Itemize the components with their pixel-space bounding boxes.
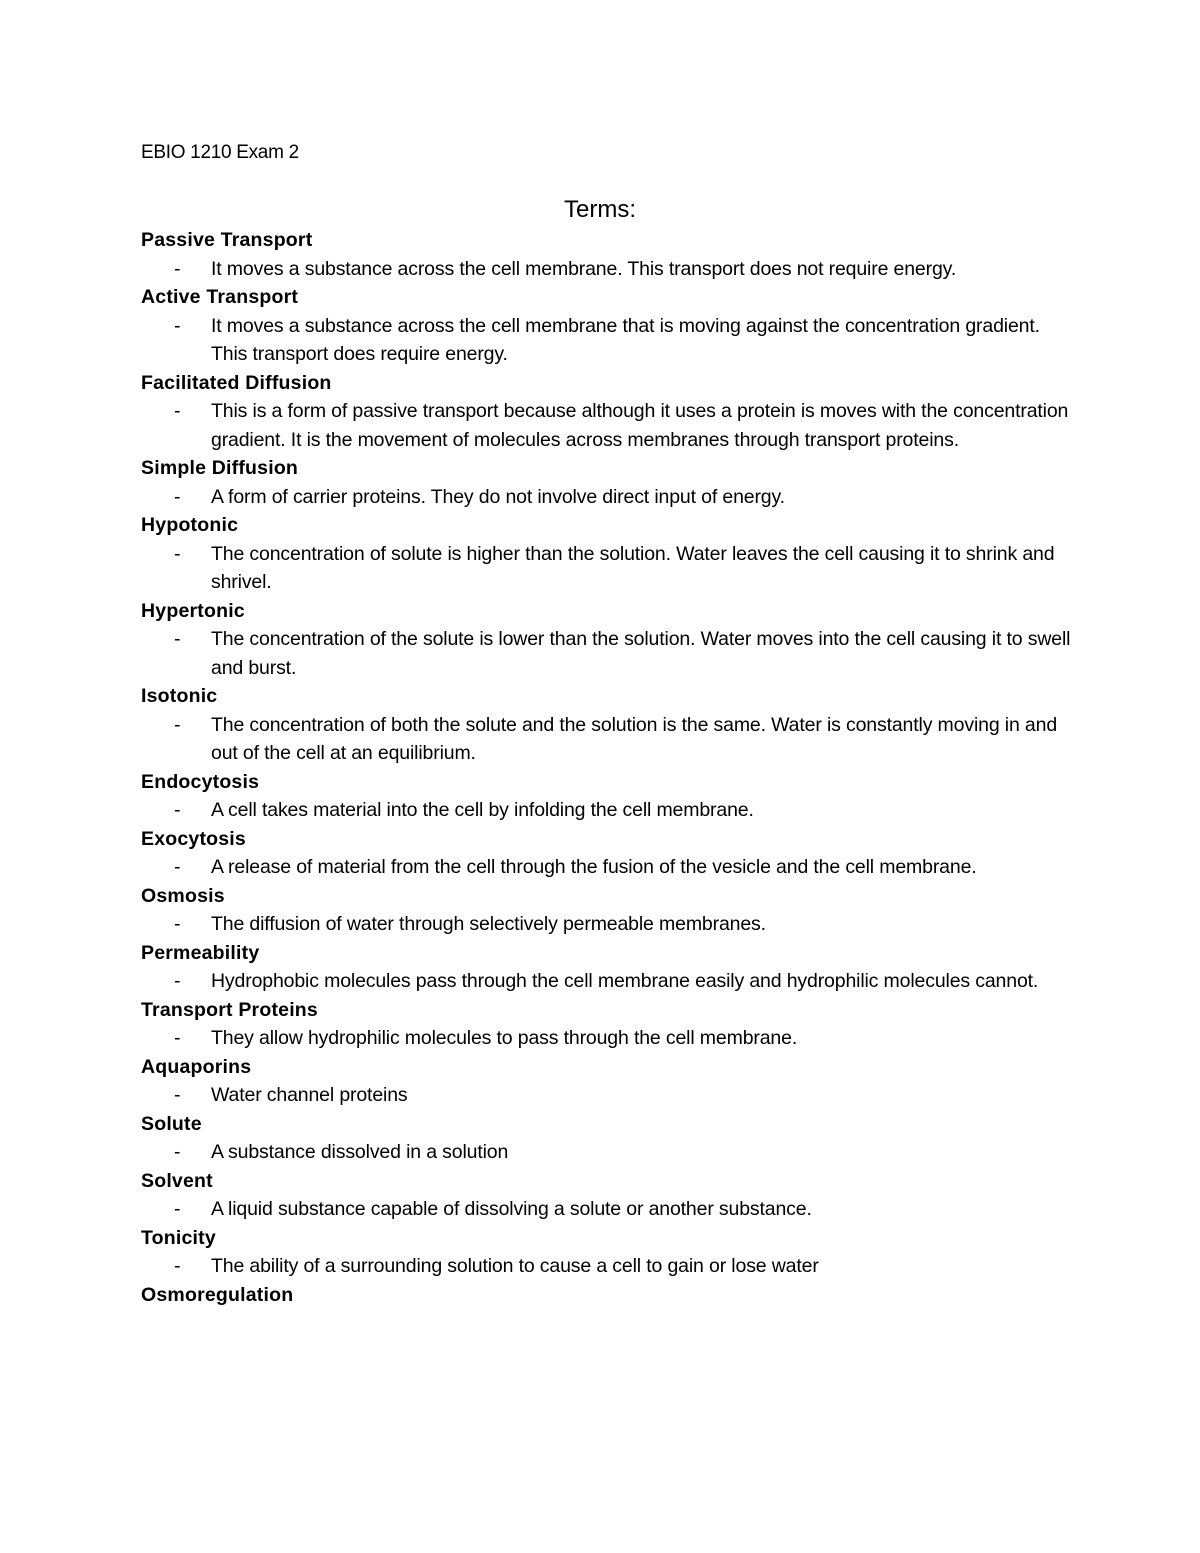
term-definition-text: The concentration of solute is higher than the solution. Water leaves the cell causing it to shrink and shrivel. [211,542,1055,593]
document-title: EBIO 1210 Exam 2 [141,142,299,163]
term-name: Aquaporins [141,1055,252,1078]
term-definition [141,1024,1071,1053]
term-definition [141,796,1071,825]
term-definition-text: This is a form of passive transport because although it uses a protein is moves with the concentration gradient. It is the movement of molecules across membranes through transport proteins. [211,400,1069,451]
bullet-dash: - [174,913,181,935]
term-definition-text: The ability of a surrounding solution to cause a cell to gain or lose water [211,1255,819,1277]
term-entry [141,511,1071,597]
bullet-dash: - [174,1084,181,1106]
term-definition-text: A substance dissolved in a solution [211,1141,509,1163]
term-name: Solute [141,1112,202,1135]
term-definition [141,1195,1071,1224]
term-entry [141,682,1071,768]
bullet-dash: - [174,1255,181,1277]
term-entry [141,1167,1071,1224]
term-definition-text: The concentration of the solute is lower than the solution. Water moves into the cell causing it to swell and burst. [211,628,1071,679]
bullet-dash: - [174,713,181,736]
term-name: Tonicity [141,1226,216,1249]
term-definition-text: They allow hydrophilic molecules to pass through the cell membrane. [211,1027,798,1049]
bullet-dash: - [174,970,181,992]
term-definition-text: Water channel proteins [211,1084,408,1106]
term-name: Osmoregulation [141,1283,294,1306]
term-definition [141,967,1071,996]
term-name: Transport Proteins [141,998,318,1021]
bullet-dash: - [174,799,181,821]
term-definition-text: A cell takes material into the cell by infolding the cell membrane. [211,799,754,821]
term-name: Facilitated Diffusion [141,371,332,394]
term-definition-text: A liquid substance capable of dissolving a solute or another substance. [211,1198,812,1220]
term-definition-text: It moves a substance across the cell membrane that is moving against the concentration gradient. This transport does require energy. [211,314,1040,365]
bullet-dash: - [174,1198,181,1220]
term-entry [141,939,1071,996]
term-definition-text: A form of carrier proteins. They do not involve direct input of energy. [211,485,785,508]
term-entry [141,1224,1071,1281]
term-definition [141,1252,1071,1281]
term-name: Exocytosis [141,827,246,850]
term-definition [141,1138,1071,1167]
term-definition [141,1081,1071,1110]
term-definition [141,853,1071,882]
bullet-dash: - [174,400,181,422]
term-entry [141,597,1071,683]
term-entry [141,369,1071,455]
term-definition [141,397,1071,454]
term-entry [141,226,1071,283]
term-name: Hypotonic [141,514,239,536]
term-entry [141,882,1071,939]
bullet-dash: - [174,485,181,508]
terms-list [141,226,1071,1309]
term-name: Hypertonic [141,599,245,622]
bullet-dash: - [174,628,181,650]
term-entry [141,454,1071,511]
term-name: Active Transport [141,286,299,308]
term-definition [141,540,1071,597]
term-name: Permeability [141,941,260,964]
term-definition [141,255,1071,284]
term-definition-text: Hydrophobic molecules pass through the cell membrane easily and hydrophilic molecules cannot. [211,970,1039,992]
term-name: Simple Diffusion [141,457,299,479]
term-definition [141,483,1071,512]
bullet-dash: - [174,542,181,565]
section-heading: Terms: [564,196,636,223]
term-definition-text: It moves a substance across the cell membrane. This transport does not require energy. [211,257,957,280]
bullet-dash: - [174,257,181,280]
term-definition-text: A release of material from the cell through the fusion of the vesicle and the cell membrane. [211,856,977,878]
term-entry [141,768,1071,825]
term-entry [141,1053,1071,1110]
term-entry [141,283,1071,369]
term-definition [141,312,1071,369]
term-entry [141,996,1071,1053]
term-entry [141,1281,1071,1310]
term-name: Endocytosis [141,770,260,793]
term-name: Isotonic [141,685,218,707]
term-definition-text: The concentration of both the solute and the solution is the same. Water is constantly moving in and out of the cell at an equilibrium. [211,713,1058,764]
bullet-dash: - [174,314,181,337]
term-entry [141,825,1071,882]
term-definition [141,711,1071,768]
term-definition [141,625,1071,682]
bullet-dash: - [174,1141,181,1163]
term-entry [141,1110,1071,1167]
term-name: Osmosis [141,884,225,907]
term-name: Solvent [141,1169,213,1192]
bullet-dash: - [174,1027,181,1049]
term-definition-text: The diffusion of water through selectively permeable membranes. [211,913,766,935]
bullet-dash: - [174,856,181,878]
term-name: Passive Transport [141,229,313,251]
term-definition [141,910,1071,939]
